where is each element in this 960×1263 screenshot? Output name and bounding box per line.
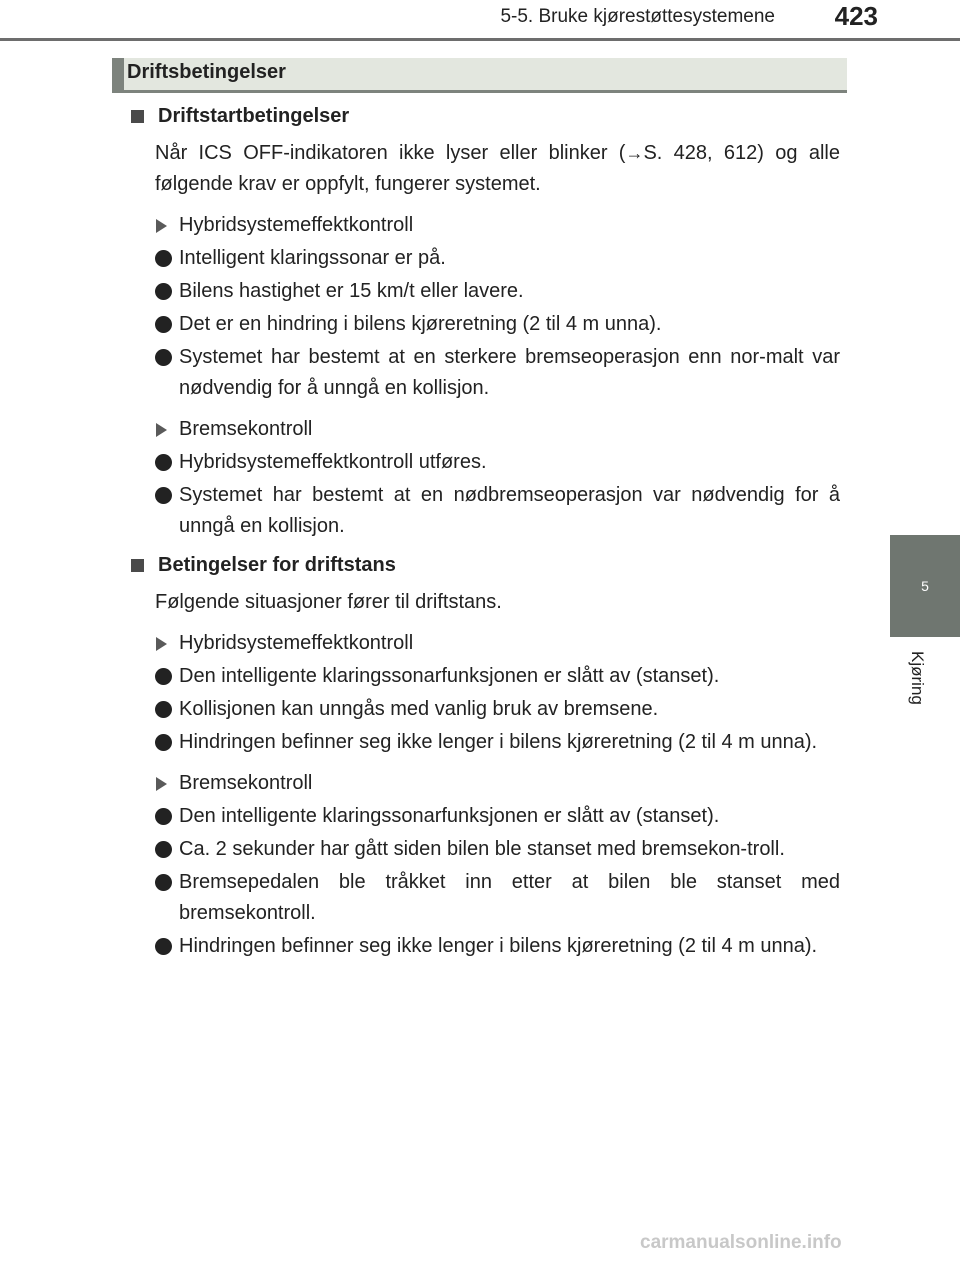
list-item: Hindringen befinner seg ikke lenger i bilens kjøreretning (2 til 4 m unna). <box>155 727 840 758</box>
content-body <box>125 98 840 962</box>
list-item: Hindringen befinner seg ikke lenger i bilens kjøreretning (2 til 4 m unna). <box>155 931 840 962</box>
bullet-icon <box>155 727 179 758</box>
list-item: Det er en hindring i bilens kjøreretning (2 til 4 m unna). <box>155 309 840 340</box>
list-item: Kollisjonen kan unngås med vanlig bruk av bremsene. <box>155 694 840 725</box>
category-hybrid-1: Hybridsystemeffektkontroll <box>155 210 840 241</box>
list-item: Bremsepedalen ble tråkket inn etter at bilen ble stanset med bremsekontroll. <box>155 867 840 929</box>
bullet-icon <box>155 480 179 542</box>
list-item: Den intelligente klaringssonarfunksjonen er slått av (stanset). <box>155 661 840 692</box>
paragraph-stop-conditions: Følgende situasjoner fører til driftstans. <box>155 591 502 613</box>
category-brake-2: Bremsekontroll <box>155 768 840 799</box>
bullet-icon <box>155 342 179 404</box>
list-item: Systemet har bestemt at en sterkere bremseoperasjon enn nor-malt var nødvendig for å unngå en kollisjon. <box>155 342 840 404</box>
triangle-bullet-icon <box>155 768 179 799</box>
bullet-icon <box>155 801 179 832</box>
list-item: Intelligent klaringssonar er på. <box>155 243 840 274</box>
list-item: Systemet har bestemt at en nødbremseoperasjon var nødvendig for å unngå en kollisjon. <box>155 480 840 542</box>
watermark: carmanualsonline.info <box>640 1232 842 1253</box>
triangle-bullet-icon <box>155 210 179 241</box>
section-title: 5-5. Bruke kjørestøttesystemene <box>500 6 775 27</box>
square-bullet-icon <box>131 110 144 123</box>
bullet-icon <box>155 867 179 929</box>
chapter-tab: 5 <box>890 535 960 637</box>
triangle-bullet-icon <box>155 628 179 659</box>
bullet-icon <box>155 694 179 725</box>
subheading-stop: Betingelser for driftstans <box>125 550 840 581</box>
bullet-icon <box>155 834 179 865</box>
triangle-bullet-icon <box>155 414 179 445</box>
list-item: Hybridsystemeffektkontroll utføres. <box>155 447 840 478</box>
bullet-icon <box>155 243 179 274</box>
paragraph-start-conditions: Når ICS OFF-indikatoren ikke lyser eller blinker (→S. 428, 612) og alle følgende krav er oppfylt, fungerer systemet. <box>155 142 840 195</box>
bullet-icon <box>155 276 179 307</box>
chapter-label: Kjøring <box>908 651 927 705</box>
list-item: Den intelligente klaringssonarfunksjonen er slått av (stanset). <box>155 801 840 832</box>
arrow-right-icon: → <box>625 143 644 163</box>
subheading-start: Driftstartbetingelser <box>125 101 840 132</box>
category-hybrid-2: Hybridsystemeffektkontroll <box>155 628 840 659</box>
bullet-icon <box>155 931 179 962</box>
list-item: Ca. 2 sekunder har gått siden bilen ble stanset med bremsekon-troll. <box>155 834 840 865</box>
header-rule <box>0 38 960 41</box>
section-heading: Driftsbetingelser <box>127 61 286 83</box>
bullet-icon <box>155 309 179 340</box>
page-number: 423 <box>834 1 878 31</box>
bullet-icon <box>155 447 179 478</box>
title-accent-bar <box>112 58 124 90</box>
square-bullet-icon <box>131 559 144 572</box>
bullet-icon <box>155 661 179 692</box>
section-title-box <box>112 58 847 93</box>
list-item: Bilens hastighet er 15 km/t eller lavere. <box>155 276 840 307</box>
category-brake-1: Bremsekontroll <box>155 414 840 445</box>
